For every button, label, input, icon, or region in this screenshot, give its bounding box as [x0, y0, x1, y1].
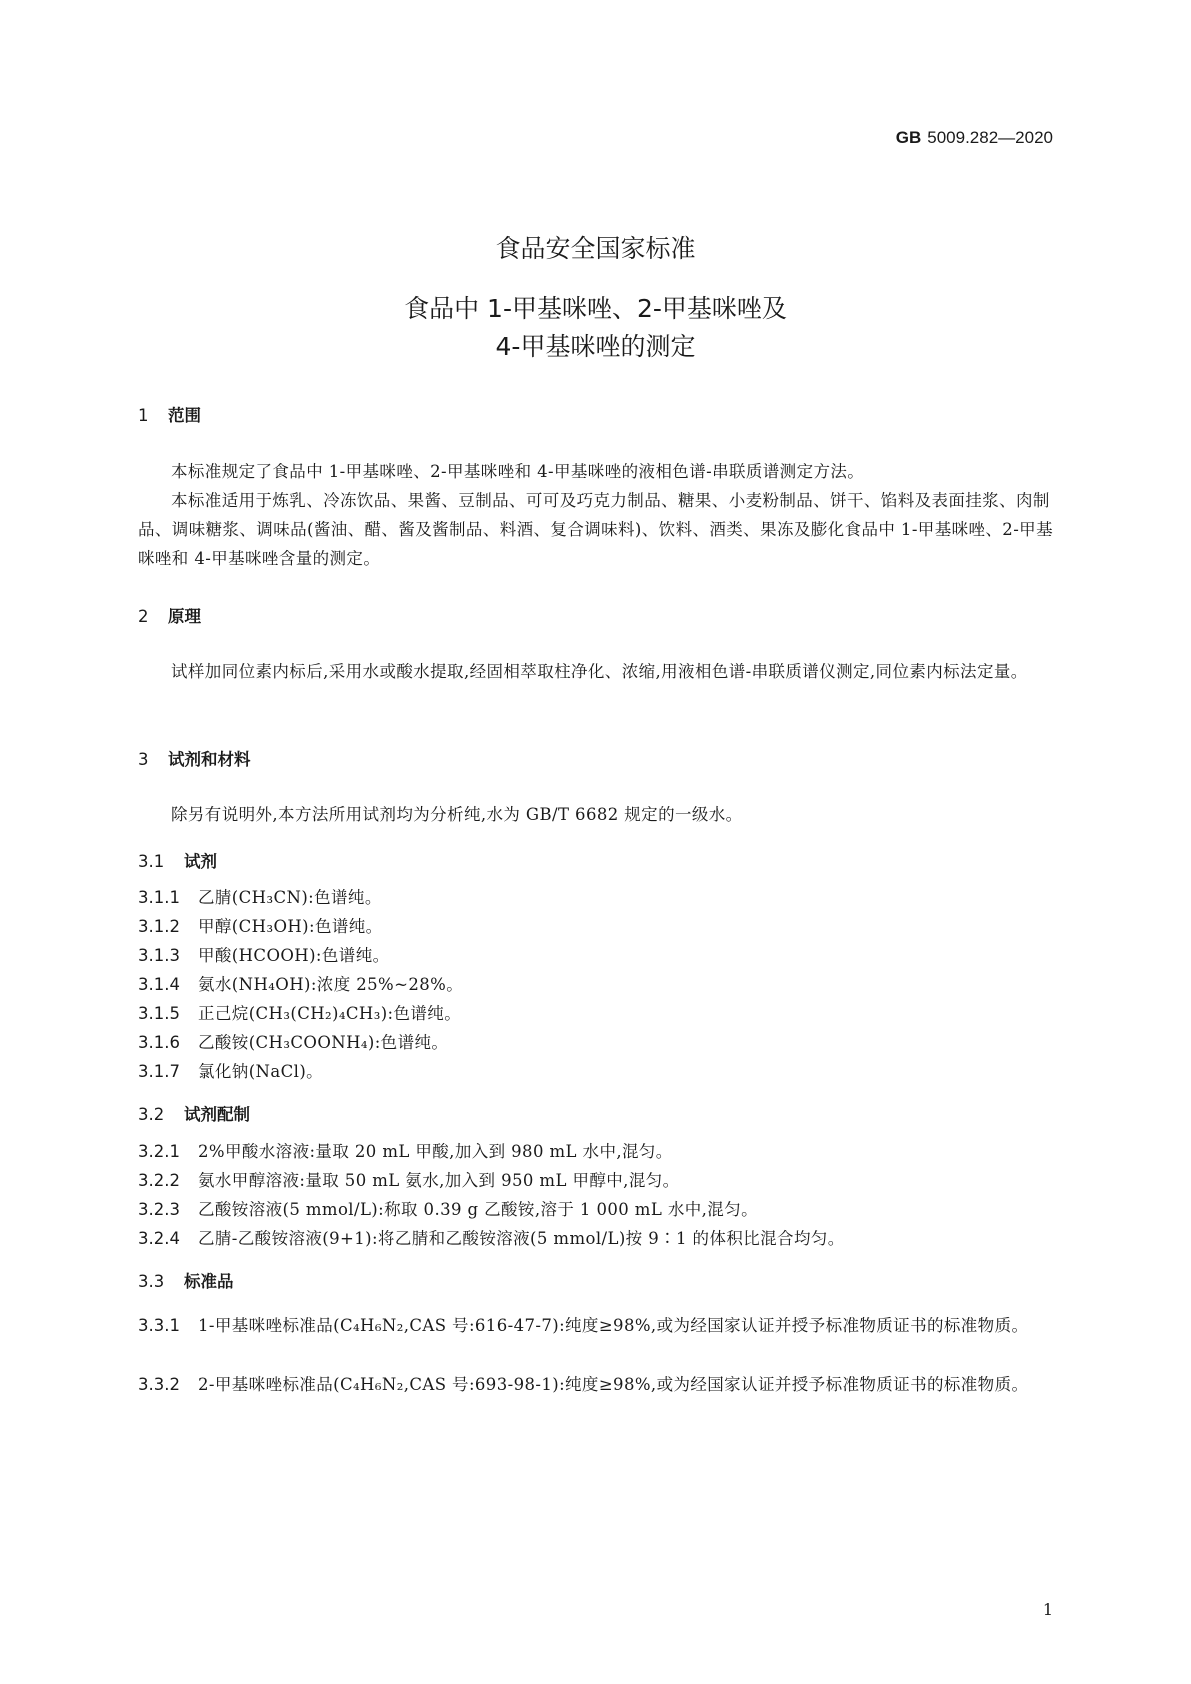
list-item [138, 970, 1053, 999]
section-number: 2 [138, 607, 149, 626]
item-text: 乙酸铵(CH₃COONH₄):色谱纯。 [198, 1033, 449, 1052]
section-number: 1 [138, 406, 149, 425]
subsection-title: 试剂 [184, 852, 217, 871]
item-number: 3.1.1 [138, 888, 180, 907]
section-title: 范围 [168, 406, 201, 425]
list-item [138, 1224, 1053, 1253]
item-number: 3.1.6 [138, 1033, 180, 1052]
paragraph: 本标准规定了食品中 1-甲基咪唑、2-甲基咪唑和 4-甲基咪唑的液相色谱-串联质谱测定方法。 [171, 462, 865, 481]
item-text: 2%甲酸水溶液:量取 20 mL 甲酸,加入到 980 mL 水中,混匀。 [198, 1142, 673, 1161]
list-item [138, 1311, 1053, 1340]
list-item [138, 1195, 1053, 1224]
subsection-title: 试剂配制 [184, 1105, 250, 1124]
standard-number [896, 128, 1053, 148]
list-item [138, 1057, 1053, 1086]
standard-code: 5009.282—2020 [927, 128, 1053, 147]
item-text: 乙腈-乙酸铵溶液(9+1):将乙腈和乙酸铵溶液(5 mmol/L)按 9∶1 的体积比混合均匀。 [198, 1229, 845, 1248]
section-title: 试剂和材料 [168, 750, 251, 769]
section-heading-principle [138, 603, 201, 627]
item-text: 甲醇(CH₃OH):色谱纯。 [198, 917, 383, 936]
subsection-title: 标准品 [184, 1272, 234, 1291]
item-text: 氨水(NH₄OH):浓度 25%~28%。 [198, 975, 464, 994]
item-text: 乙酸铵溶液(5 mmol/L):称取 0.39 g 乙酸铵,溶于 1 000 mL 水中,混匀。 [198, 1200, 758, 1219]
item-number: 3.3.1 [138, 1316, 180, 1335]
list-item [138, 999, 1053, 1028]
page-number: 1 [1042, 1600, 1053, 1619]
list-item [138, 1166, 1053, 1195]
list-item [138, 941, 1053, 970]
item-text: 甲酸(HCOOH):色谱纯。 [198, 946, 390, 965]
item-number: 3.2.3 [138, 1200, 180, 1219]
list-item [138, 1137, 1053, 1166]
item-text: 正己烷(CH₃(CH₂)₄CH₃):色谱纯。 [198, 1004, 462, 1023]
list-item [138, 1370, 1053, 1399]
subsection-heading [138, 1101, 250, 1125]
document-title [0, 290, 1191, 366]
section-heading-scope [138, 402, 201, 426]
item-number: 3.1.2 [138, 917, 180, 936]
list-item [138, 912, 1053, 941]
item-number: 3.2.4 [138, 1229, 180, 1248]
section-title: 原理 [168, 607, 201, 626]
subsection-number: 3.3 [138, 1272, 165, 1291]
section-heading-reagents [138, 746, 251, 770]
item-text: 乙腈(CH₃CN):色谱纯。 [198, 888, 382, 907]
item-number: 3.2.2 [138, 1171, 180, 1190]
section-number: 3 [138, 750, 149, 769]
subsection-heading [138, 1268, 234, 1292]
item-text: 2-甲基咪唑标准品(C₄H₆N₂,CAS 号:693-98-1):纯度≥98%,或为经国家认证并授予标准物质证书的标准物质。 [198, 1375, 1029, 1394]
item-text: 氯化钠(NaCl)。 [198, 1062, 324, 1081]
item-text: 氨水甲醇溶液:量取 50 mL 氨水,加入到 950 mL 甲醇中,混匀。 [198, 1171, 680, 1190]
subsection-number: 3.1 [138, 852, 165, 871]
paragraph: 除另有说明外,本方法所用试剂均为分析纯,水为 GB/T 6682 规定的一级水。 [171, 805, 743, 824]
list-item [138, 1028, 1053, 1057]
item-number: 3.1.7 [138, 1062, 180, 1081]
item-number: 3.2.1 [138, 1142, 180, 1161]
list-item [138, 883, 1053, 912]
title-line-2: 4-甲基咪唑的测定 [495, 332, 696, 361]
standard-prefix: GB [895, 128, 922, 147]
paragraph: 试样加同位素内标后,采用水或酸水提取,经固相萃取柱净化、浓缩,用液相色谱-串联质谱仪测定,同位素内标法定量。 [171, 662, 1028, 681]
subsection-heading [138, 848, 217, 872]
title-line-1: 食品中 1-甲基咪唑、2-甲基咪唑及 [404, 294, 787, 323]
item-text: 1-甲基咪唑标准品(C₄H₆N₂,CAS 号:616-47-7):纯度≥98%,或为经国家认证并授予标准物质证书的标准物质。 [198, 1316, 1029, 1335]
item-number: 3.1.4 [138, 975, 180, 994]
item-number: 3.3.2 [138, 1375, 180, 1394]
item-number: 3.1.3 [138, 946, 180, 965]
subsection-number: 3.2 [138, 1105, 165, 1124]
document-type-title: 食品安全国家标准 [495, 234, 696, 263]
item-number: 3.1.5 [138, 1004, 180, 1023]
paragraph: 本标准适用于炼乳、冷冻饮品、果酱、豆制品、可可及巧克力制品、糖果、小麦粉制品、饼干、馅料及表面挂浆、肉制品、调味糖浆、调味品(酱油、醋、酱及酱制品、料酒、复合调味料)、饮料、酒类、果冻及膨化食品中 1-甲基咪唑、2-甲基咪唑和 4-甲基咪唑含量的测定。 [138, 491, 1053, 568]
